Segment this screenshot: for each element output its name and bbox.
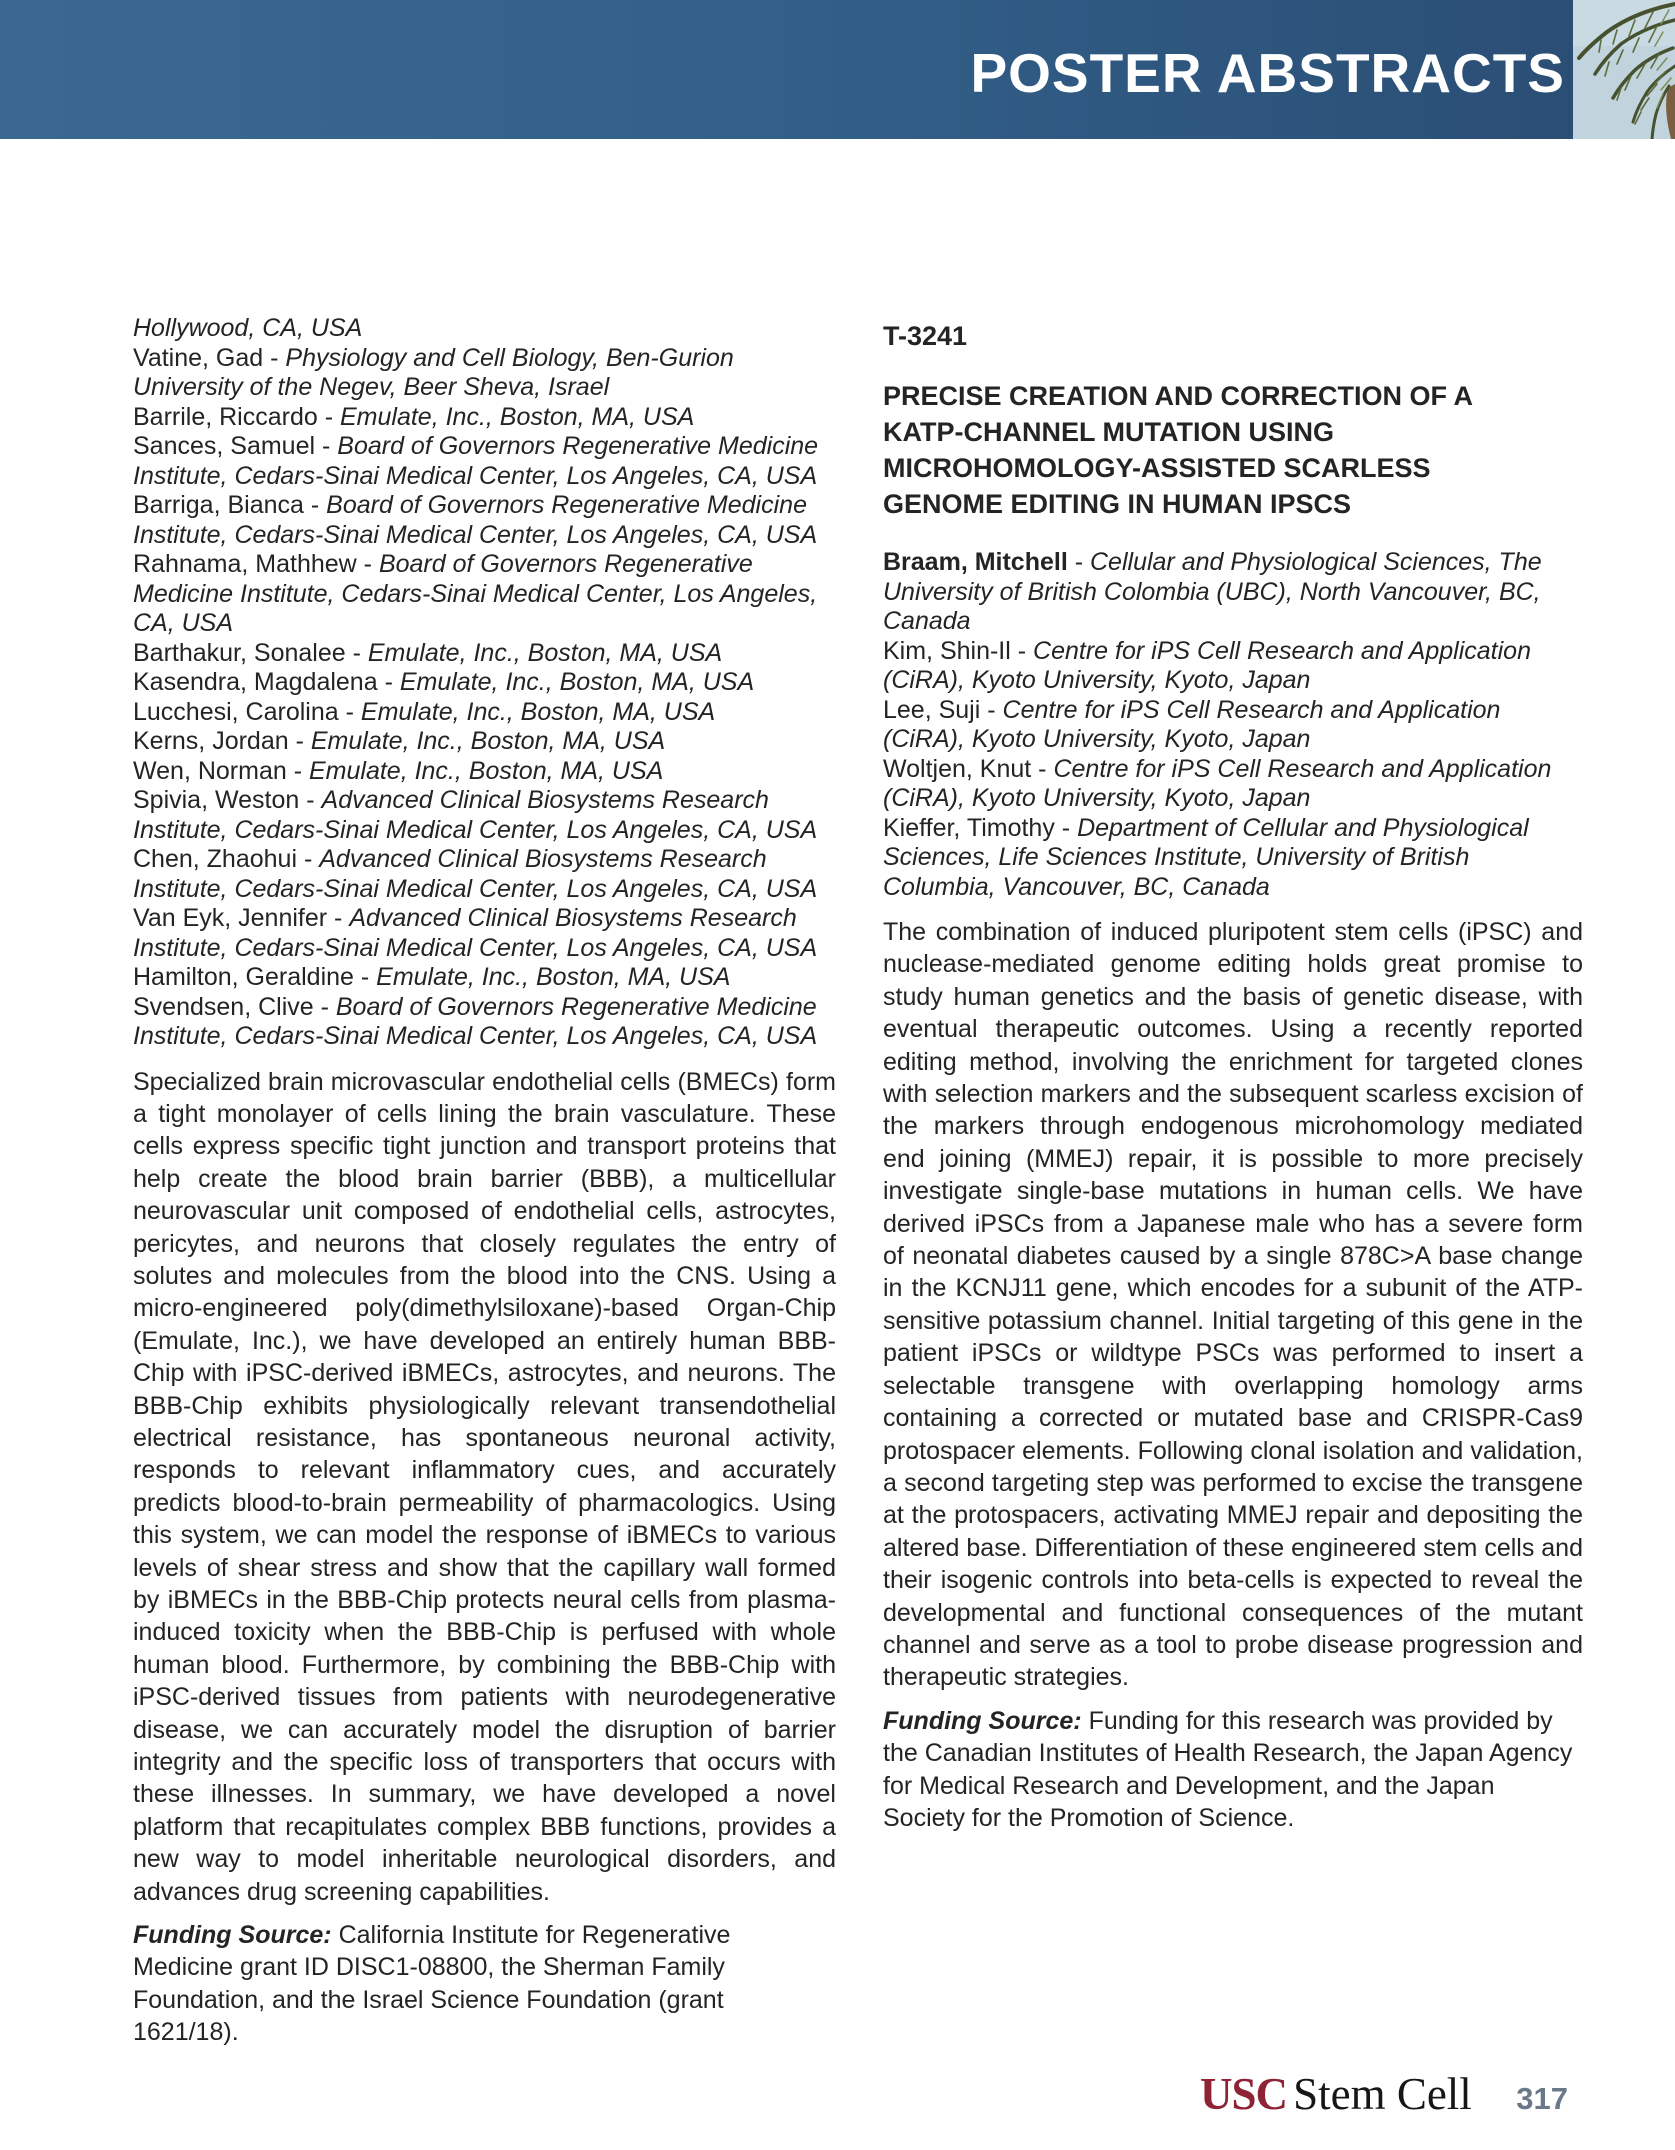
author-entry: Kieffer, Timothy - Department of Cellular and Physiological Sciences, Life Sciences Institute, University of British Columbia, Vancouver, BC, Canada (883, 813, 1529, 901)
author-separator: - (353, 963, 377, 991)
stem-cell-logo: Stem Cell (1293, 2069, 1472, 2119)
author-separator: - (980, 695, 1003, 724)
abstract-title: PRECISE CREATION AND CORRECTION OF A KATP-CHANNEL MUTATION USING MICROHOMOLOGY-ASSISTED SCARLESS GENOME EDITING IN HUMAN IPSCS (883, 381, 1473, 519)
author-separator: - (377, 668, 400, 696)
palm-tree-photo (1573, 0, 1675, 139)
author-entry: Woltjen, Knut - Centre for iPS Cell Research and Application (CiRA), Kyoto University, Kyoto, Japan (883, 754, 1552, 812)
affiliation-continuation: Hollywood, CA, USA (133, 314, 363, 342)
author-separator: - (299, 786, 322, 814)
author-entry: Spivia, Weston - Advanced Clinical Biosystems Research Institute, Cedars-Sinai Medical Center, Los Angeles, CA, USA (133, 786, 818, 844)
abstract-text: Specialized brain microvascular endothelial cells (BMECs) form a tight monolayer of cells lining the brain vasculature. These cells express specific tight junction and transport proteins that help create the blood brain barrier (BBB), a multicellular neurovascular unit composed of endothelial cells, astrocytes, pericytes, and neurons that closely regulates the entry of solutes and molecules from the blood into the CNS. Using a micro-engineered poly(dimethylsiloxane)-based Organ-Chip (Emulate, Inc.), we have developed an entirely human BBB-Chip with iPSC-derived iBMECs, astrocytes, and neurons. The BBB-Chip exhibits physiologically relevant transendothelial electrical resistance, has spontaneous neuronal activity, responds to relevant inflammatory cues, and accurately predicts blood-to-brain permeability of pharmacologics. Using this system, we can model the response of iBMECs to various levels of shear stress and show that the capillary wall formed by iBMECs in the BBB-Chip protects neural cells from plasma-induced toxicity when the BBB-Chip is perfused with whole human blood. Furthermore, by combining the BBB-Chip with iPSC-derived tissues from patients with neurodegenerative disease, we can accurately model the disruption of barrier integrity and the specific loss of transporters that occurs with these illnesses. In summary, we have developed a novel platform that recapitulates complex BBB functions, provides a new way to model inheritable neurological disorders, and advances drug screening capabilities. (133, 1067, 836, 1906)
funding-source-text: Funding for this research was provided by the Canadian Institutes of Health Research, the Japan Agency for Medical Research and Development, and the Japan Society for the Promotion of Science. (883, 1706, 1573, 1832)
author-entry: Van Eyk, Jennifer - Advanced Clinical Biosystems Research Institute, Cedars-Sinai Medical Center, Los Angeles, CA, USA (133, 904, 818, 962)
author-separator: - (345, 638, 368, 667)
author-entry: Lee, Suji - Centre for iPS Cell Research and Application (CiRA), Kyoto University, Kyoto, Japan (883, 695, 1501, 753)
funding-source (883, 1705, 1583, 1835)
left-column (133, 314, 836, 2049)
author-entry: Kim, Shin-Il - Centre for iPS Cell Research and Application (CiRA), Kyoto University, Kyoto, Japan (883, 636, 1531, 694)
author-separator: - (327, 904, 350, 932)
author-separator: - (1054, 813, 1078, 842)
author-separator: - (303, 491, 327, 519)
author-separator: - (313, 992, 336, 1021)
author-entry: Sances, Samuel - Board of Governors Regenerative Medicine Institute, Cedars-Sinai Medical Center, Los Angeles, CA, USA (133, 432, 819, 490)
author-separator: - (1010, 636, 1034, 665)
funding-source-label: Funding Source: (883, 1706, 1082, 1735)
author-entry: Braam, Mitchell - Cellular and Physiological Sciences, The University of British Colombia (UBC), North Vancouver, BC, Canada (883, 548, 1542, 635)
author-separator: - (356, 550, 379, 578)
usc-logo: USC (1200, 2069, 1288, 2119)
author-separator: - (1031, 754, 1054, 783)
author-entry: Kerns, Jordan - Emulate, Inc., Boston, MA, USA (133, 727, 666, 755)
right-column (883, 318, 1583, 1834)
poster-id: T-3241 (883, 321, 968, 351)
author-entry: Rahnama, Mathhew - Board of Governors Regenerative Medicine Institute, Cedars-Sinai Medical Center, Los Angeles, CA, USA (133, 550, 818, 637)
author-separator: - (338, 697, 361, 726)
author-entry: Barthakur, Sonalee - Emulate, Inc., Boston, MA, USA (133, 638, 723, 667)
abstract-text: The combination of induced pluripotent stem cells (iPSC) and nuclease-mediated genome editing holds great promise to study human genetics and the basis of genetic disease, with eventual therapeutic outcomes. Using a recently reported editing method, involving the enrichment for targeted clones with selection markers and the subsequent scarless excision of the markers through endogenous microhomology mediated end joining (MMEJ) repair, it is possible to more precisely investigate single-base mutations in human cells. We have derived iPSCs from a Japanese male who has a severe form of neonatal diabetes caused by a single 878C>A base change in the KCNJ11 gene, which encodes for a subunit of the ATP-sensitive potassium channel. Initial targeting of this gene in the patient iPSCs or wildtype PSCs was performed to insert a selectable transgene with overlapping homology arms containing a corrected or mutated base and CRISPR-Cas9 protospacer elements. Following clonal isolation and validation, a second targeting step was performed to excise the transgene at the protospacers, activating MMEJ repair and depositing the altered base. Differentiation of these engineered stem cells and their isogenic controls into beta-cells is expected to reveal the developmental and functional consequences of the mutant channel and serve as a tool to probe disease progression and therapeutic strategies. (883, 918, 1583, 1692)
author-entry: Barrile, Riccardo - Emulate, Inc., Boston, MA, USA (133, 402, 695, 431)
author-entry: Barriga, Bianca - Board of Governors Regenerative Medicine Institute, Cedars-Sinai Medical Center, Los Angeles, CA, USA (133, 491, 818, 549)
author-entry: Vatine, Gad - Physiology and Cell Biology, Ben-Gurion University of the Negev, Beer Sheva, Israel (133, 343, 734, 401)
author-entry: Chen, Zhaohui - Advanced Clinical Biosystems Research Institute, Cedars-Sinai Medical Center, Los Angeles, CA, USA (133, 845, 818, 903)
author-entry: Kasendra, Magdalena - Emulate, Inc., Boston, MA, USA (133, 668, 755, 696)
author-separator: - (286, 756, 309, 785)
page-number: 317 (1516, 2081, 1568, 2116)
author-list-right (883, 548, 1583, 902)
author-entry: Lucchesi, Carolina - Emulate, Inc., Boston, MA, USA (133, 697, 716, 726)
author-entry: Wen, Norman - Emulate, Inc., Boston, MA, USA (133, 756, 664, 785)
author-separator: - (288, 727, 311, 755)
author-entry: Hamilton, Geraldine - Emulate, Inc., Boston, MA, USA (133, 963, 731, 991)
page-header-banner (0, 0, 1675, 139)
author-entry: Svendsen, Clive - Board of Governors Regenerative Medicine Institute, Cedars-Sinai Medical Center, Los Angeles, CA, USA (133, 992, 818, 1050)
author-separator: - (1067, 548, 1090, 576)
author-separator: - (263, 343, 286, 372)
page-footer (1200, 2068, 1568, 2120)
funding-source-label: Funding Source: (133, 1921, 332, 1950)
author-separator: - (297, 845, 320, 873)
author-list-left (133, 314, 836, 1052)
author-separator: - (315, 432, 338, 460)
author-separator: - (317, 402, 340, 431)
funding-source (133, 1919, 836, 2049)
funding-source-text: California Institute for Regenerative Medicine grant ID DISC1-08800, the Sherman Family Foundation, and the Israel Science Foundation (grant 1621/18). (133, 1921, 731, 2047)
page-title: POSTER ABSTRACTS (970, 42, 1565, 104)
